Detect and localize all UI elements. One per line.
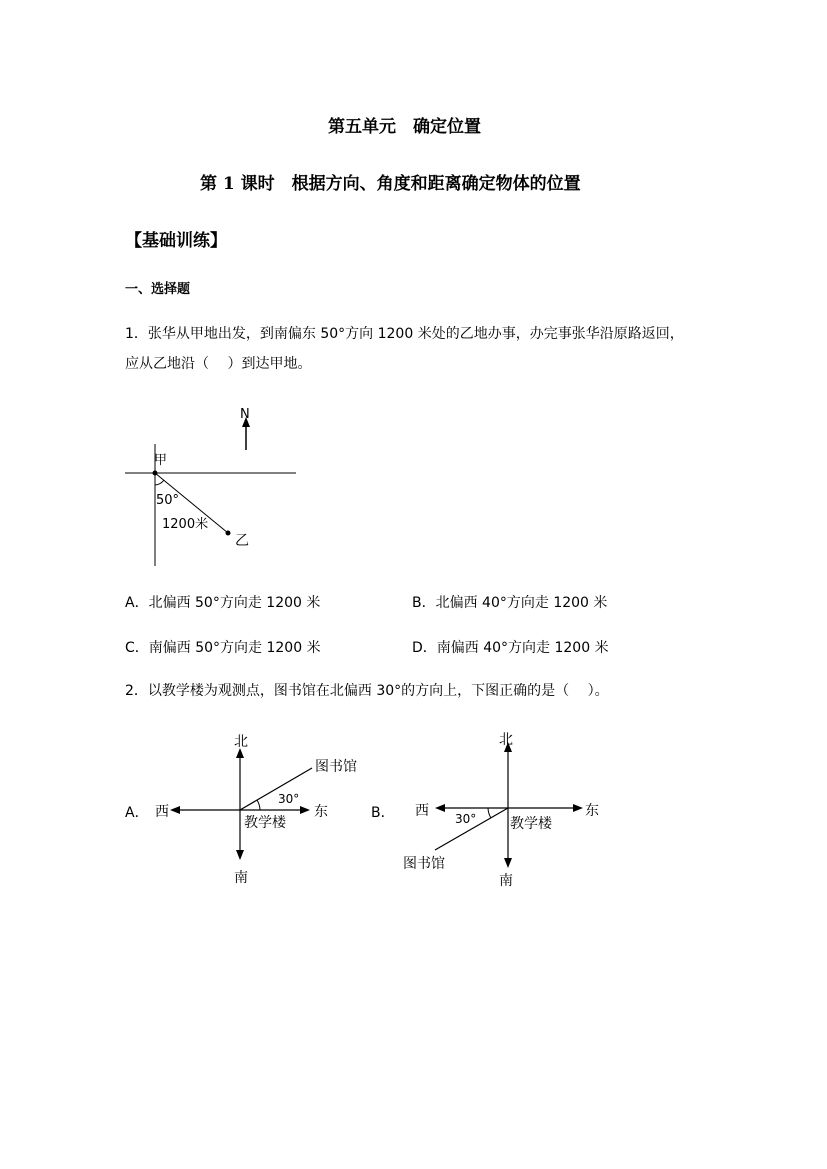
north-label: 北 bbox=[234, 734, 248, 750]
library-direction-line bbox=[240, 768, 312, 810]
angle-label: 50° bbox=[156, 493, 180, 508]
q1-option-a[interactable] bbox=[125, 592, 320, 612]
option-text: 北偏西 50°方向走 1200 米 bbox=[148, 595, 321, 611]
east-arrow-head bbox=[300, 806, 310, 814]
north-label: N bbox=[240, 407, 250, 422]
north-label: 北 bbox=[499, 732, 513, 748]
south-label: 南 bbox=[234, 870, 248, 886]
west-arrow-head bbox=[170, 806, 180, 814]
q2-text-line1: 2．以教学楼为观测点，图书馆在北偏西 30°的方向上，下图正确的是（ ）。 bbox=[125, 683, 609, 699]
q1-figure bbox=[120, 400, 320, 575]
part-title: 一、选择题 bbox=[125, 282, 191, 297]
library-label: 图书馆 bbox=[315, 759, 357, 775]
library-label: 图书馆 bbox=[403, 856, 445, 872]
west-arrow-head bbox=[435, 804, 445, 812]
option-letter: B． bbox=[412, 595, 436, 611]
option-letter: D． bbox=[412, 640, 437, 656]
angle-arc bbox=[488, 808, 491, 818]
south-arrow-head bbox=[504, 858, 512, 868]
unit-title: 第五单元 确定位置 bbox=[328, 117, 481, 137]
q1-option-d[interactable] bbox=[412, 637, 609, 657]
end-label: 乙 bbox=[235, 533, 249, 549]
angle-label: 30° bbox=[278, 792, 300, 806]
south-label: 南 bbox=[499, 873, 513, 889]
angle-arc bbox=[155, 480, 164, 485]
east-arrow-head bbox=[573, 804, 583, 812]
east-label: 东 bbox=[314, 804, 328, 820]
end-point bbox=[226, 531, 231, 536]
center-label: 教学楼 bbox=[244, 815, 286, 831]
q2-option-a-letter[interactable]: A． bbox=[125, 805, 149, 821]
section-title: 【基础训练】 bbox=[125, 231, 227, 251]
west-label: 西 bbox=[155, 804, 169, 820]
lesson-title: 第 1 课时 根据方向、角度和距离确定物体的位置 bbox=[200, 174, 581, 194]
center-label: 教学楼 bbox=[510, 816, 552, 832]
start-label: 甲 bbox=[154, 453, 168, 468]
south-arrow-head bbox=[236, 850, 244, 860]
angle-arc bbox=[257, 800, 260, 810]
q1-option-c[interactable] bbox=[125, 637, 321, 657]
q2-figure-b[interactable] bbox=[395, 730, 615, 895]
option-letter: A． bbox=[125, 595, 149, 611]
q1-text-line1: 1．张华从甲地出发，到南偏东 50°方向 1200 米处的乙地办事，办完事张华沿原路返回， bbox=[125, 326, 684, 342]
q1-option-b[interactable] bbox=[412, 592, 607, 612]
q2-option-b-letter[interactable]: B． bbox=[371, 805, 395, 821]
option-text: 南偏西 40°方向走 1200 米 bbox=[436, 640, 609, 656]
distance-label: 1200米 bbox=[162, 517, 209, 532]
start-point bbox=[153, 471, 158, 476]
west-label: 西 bbox=[415, 803, 429, 819]
q1-text-line2: 应从乙地沿（ ）到达甲地。 bbox=[125, 356, 312, 372]
option-letter: C． bbox=[125, 640, 149, 656]
angle-label: 30° bbox=[455, 812, 477, 826]
east-label: 东 bbox=[585, 803, 599, 819]
q2-figure-a[interactable] bbox=[150, 730, 370, 890]
option-text: 南偏西 50°方向走 1200 米 bbox=[148, 640, 321, 656]
option-text: 北偏西 40°方向走 1200 米 bbox=[435, 595, 608, 611]
